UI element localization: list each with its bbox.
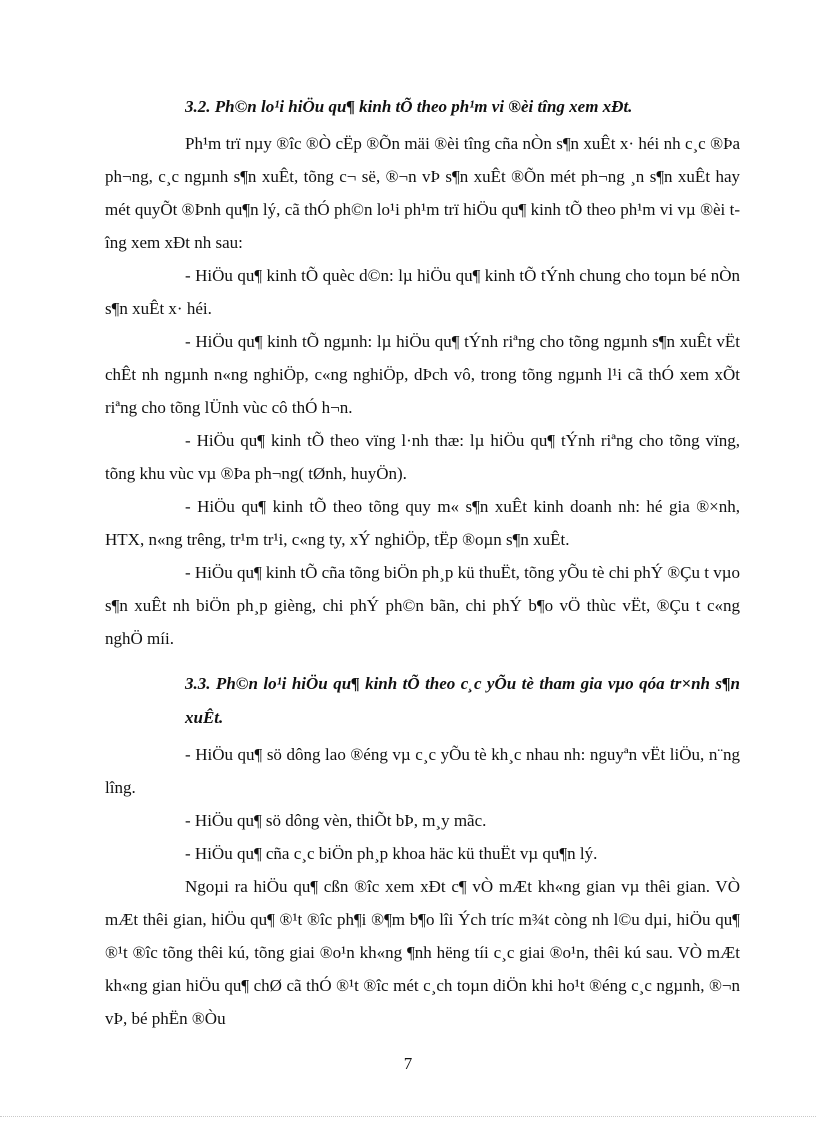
paragraph: - HiÖu qu¶ kinh tÕ quèc d©n: lµ hiÖu qu¶ kinh tÕ tÝnh chung cho toµn bé nÒn s¶n xuÊt x· héi.	[105, 266, 740, 318]
paragraph: - HiÖu qu¶ kinh tÕ ngµnh: lµ hiÖu qu¶ tÝnh riªng cho tõng ngµnh s¶n xuÊt vËt chÊt nh ngµnh n«ng nghiÖp, c«ng nghiÖp, dÞch vô, trong tõng ngµnh l¹i cã thÓ xem xÕt riªng cho tõng lÜnh vùc cô thÓ h¬n.	[105, 332, 740, 417]
paragraph: Ngoµi ra hiÖu qu¶ cßn ®îc xem xÐt c¶ vÒ mÆt kh«ng gian vµ thêi gian. VÒ mÆt thêi gian, hiÖu qu¶ ®¹t ®îc ph¶i ®¶m b¶o lîi Ých tríc m¾t còng nh l©u dµi, hiÖu qu¶ ®¹t ®îc tõng thêi kú, tõng giai ®o¹n kh«ng ¶nh hëng tíi c¸c giai ®o¹n, thêi kú sau. VÒ mÆt kh«ng gian hiÖu qu¶ chØ cã thÓ ®¹t ®îc mét c¸ch toµn diÖn khi ho¹t ®éng c¸c ngµnh, ®¬n vÞ, bé phËn ®Òu	[105, 877, 740, 1028]
paragraph: - HiÖu qu¶ sö dông vèn, thiÕt bÞ, m¸y mãc.	[185, 811, 487, 830]
paragraph: Ph¹m trï nµy ®îc ®Ò cËp ®Õn mäi ®èi tîng cña nÒn s¶n xuÊt x· héi nh c¸c ®Þa ph¬ng, c¸c ngµnh s¶n xuÊt, tõng c¬ së, ®¬n vÞ s¶n xuÊt ®Õn mét ph¬ng ¸n s¶n xuÊt hay mét quyÕt ®Þnh qu¶n lý, cã thÓ ph©n lo¹i ph¹m trï hiÖu qu¶ kinh tÕ theo ph¹m vi vµ ®èi tîng xem xÐt nh sau:	[105, 134, 740, 252]
paragraph: - HiÖu qu¶ cña c¸c biÖn ph¸p khoa häc kü thuËt vµ qu¶n lý.	[185, 844, 598, 863]
paragraph: - HiÖu qu¶ kinh tÕ theo vïng l·nh thæ: lµ hiÖu qu¶ tÝnh riªng cho tõng vïng, tõng khu vùc vµ ®Þa ph¬ng( tØnh, huyÖn).	[105, 431, 740, 483]
page-number: 7	[403, 1054, 413, 1073]
spacer	[185, 655, 740, 667]
paragraph: - HiÖu qu¶ kinh tÕ cña tõng biÖn ph¸p kü thuËt, tõng yÕu tè chi phÝ ®Çu t vµo s¶n xuÊt nh biÖn ph¸p gièng, chi phÝ ph©n bãn, chi phÝ b¶o vÖ thùc vËt, ®Çu t c«ng nghÖ míi.	[105, 563, 741, 648]
page-bottom-divider	[0, 1116, 816, 1117]
section-heading-3-2: 3.2. Ph©n lo¹i hiÖu qu¶ kinh tÕ theo ph¹m vi ®èi tîng xem xÐt.	[185, 97, 633, 116]
section-heading-3-3: 3.3. Ph©n lo¹i hiÖu qu¶ kinh tÕ theo c¸c yÕu tè tham gia vµo qóa tr×nh s¶n xuÊt.	[185, 674, 740, 727]
paragraph: - HiÖu qu¶ kinh tÕ theo tõng quy m« s¶n xuÊt kinh doanh nh: hé gia ®×nh, HTX, n«ng trêng, tr¹m tr¹i, c«ng ty, xÝ nghiÖp, tËp ®oµn s¶n xuÊt.	[105, 497, 740, 549]
body-text	[105, 90, 741, 1035]
paragraph: - HiÖu qu¶ sö dông lao ®éng vµ c¸c yÕu tè kh¸c nhau nh: nguyªn vËt liÖu, n¨ng lîng.	[105, 745, 740, 797]
